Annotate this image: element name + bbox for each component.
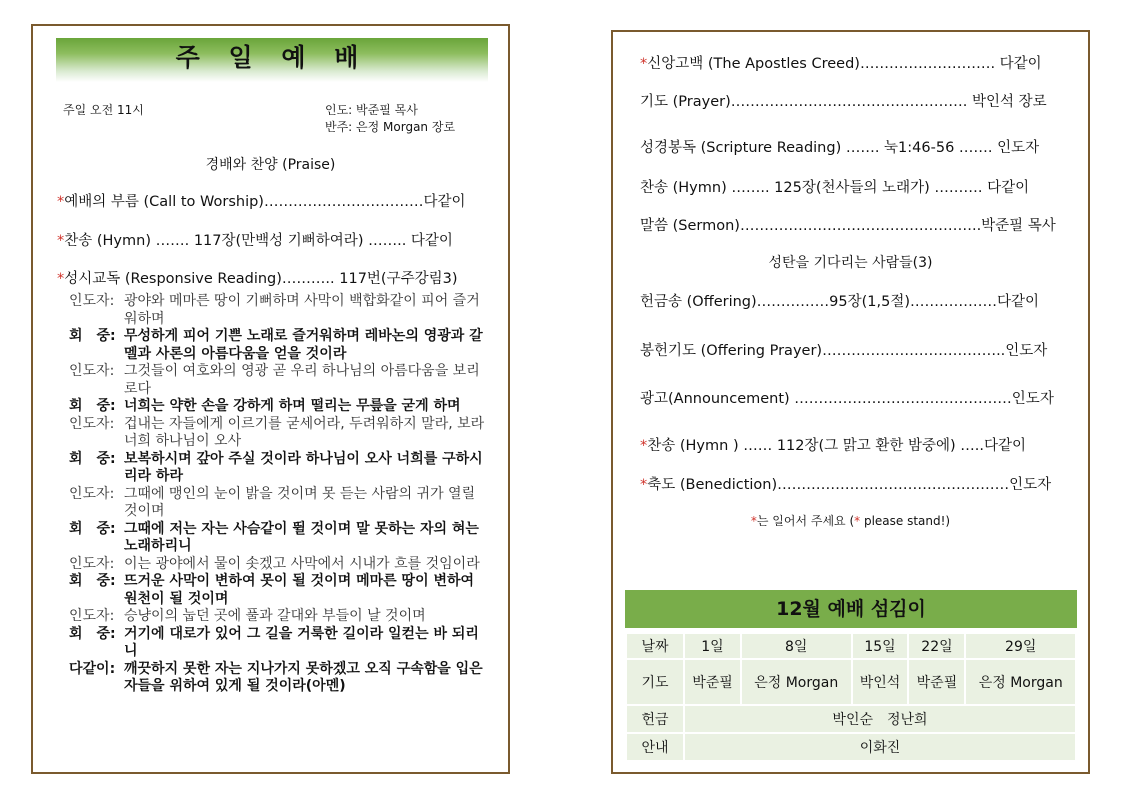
stand-star: * bbox=[57, 233, 65, 249]
reading-line: 인도자: 이는 광야에서 물이 솟겠고 사막에서 시내가 흐를 것임이라 bbox=[69, 555, 480, 572]
table-cell: 29일 bbox=[966, 634, 1075, 658]
offering-prayer-item: 봉헌기도 (Offering Prayer)………………………………..인도자 bbox=[640, 343, 1048, 359]
stand-star: * bbox=[57, 194, 65, 210]
reading-line: 다같이: 깨끗하지 못한 자는 지나가지 못하겠고 오직 구속함을 입은 자들을 위하여 있게 될 것이라(아멘) bbox=[69, 660, 483, 694]
apostles-creed: *신앙고백 (The Apostles Creed)………………………. 다같이 bbox=[640, 56, 1042, 72]
reading-line: 인도자: 겁내는 자들에게 이르기를 굳세어라, 두려워하지 말라, 보라 너희 하나님이 오사 bbox=[69, 415, 485, 449]
title-banner bbox=[56, 38, 488, 82]
table-row bbox=[627, 706, 1075, 732]
stand-star: * bbox=[57, 271, 65, 287]
stand-star: * bbox=[640, 438, 648, 454]
scripture-item: 성경봉독 (Scripture Reading) ……. 눅1:46-56 ……. 인도자 bbox=[640, 140, 1040, 156]
responsive-reading: *성시교독 (Responsive Reading)……….. 117번(구주강림3) bbox=[57, 271, 458, 287]
reading-line: 회 중: 거기에 대로가 있어 그 길을 거룩한 길이라 일컫는 바 되리니 bbox=[69, 625, 479, 659]
table-cell: 22일 bbox=[909, 634, 964, 658]
reading-line: 회 중: 보복하시며 갚아 주실 것이라 하나님이 오사 너희를 구하시리라 하라 bbox=[69, 450, 483, 484]
page-title: 주 일 예 배 bbox=[175, 43, 369, 72]
stand-star: * bbox=[640, 56, 648, 72]
reading-line: 인도자: 광야와 메마른 땅이 기뻐하며 사막이 백합화같이 피어 즐거워하며 bbox=[69, 293, 480, 327]
sermon-item: 말씀 (Sermon)…………………………………………..박준필 목사 bbox=[640, 218, 1056, 234]
reading-line: 회 중: 무성하게 피어 기쁜 노래로 즐거워하며 레바논의 영광과 갈멜과 사론의 아름다움을 얻을 것이라 bbox=[69, 328, 483, 362]
service-time: 주일 오전 11시 bbox=[63, 103, 144, 117]
call-to-worship: *예배의 부름 (Call to Worship)……………………………다같이 bbox=[57, 194, 466, 210]
table-cell: 은정 Morgan bbox=[742, 660, 851, 704]
benediction-item: *축도 (Benediction)…………………………………………인도자 bbox=[640, 477, 1052, 493]
announcement-item: 광고(Announcement) ………………………………………인도자 bbox=[640, 391, 1054, 407]
table-row bbox=[627, 634, 1075, 658]
table-cell: 헌금 bbox=[627, 706, 683, 732]
service-leader: 인도: 박준필 목사 bbox=[325, 103, 418, 117]
table-row bbox=[627, 734, 1075, 760]
duty-table-title: 12월 예배 섬김이 bbox=[625, 590, 1077, 628]
table-cell: 박준필 bbox=[685, 660, 740, 704]
table-cell: 기도 bbox=[627, 660, 683, 704]
reading-line: 인도자: 승냥이의 눕던 곳에 풀과 갈대와 부들이 날 것이며 bbox=[69, 608, 426, 624]
reading-list bbox=[69, 293, 489, 696]
reading-line: 회 중: 너희는 약한 손을 강하게 하며 떨리는 무릎을 굳게 하며 bbox=[69, 398, 461, 414]
table-cell: 날짜 bbox=[627, 634, 683, 658]
reading-line: 인도자: 그것들이 여호와의 영광 곧 우리 하나님의 아름다움을 보리로다 bbox=[69, 363, 480, 397]
table-cell: 1일 bbox=[685, 634, 740, 658]
table-cell: 박준필 bbox=[909, 660, 964, 704]
praise-heading: 경배와 찬양 (Praise) bbox=[205, 157, 336, 173]
table-cell: 15일 bbox=[853, 634, 908, 658]
table-cell: 은정 Morgan bbox=[966, 660, 1075, 704]
offering-item: 헌금송 (Offering)……………95장(1,5절)………………다같이 bbox=[640, 294, 1040, 310]
table-row bbox=[627, 660, 1075, 704]
stand-note: *는 일어서 주세요 (* please stand!) bbox=[750, 514, 951, 528]
left-panel bbox=[31, 24, 510, 774]
duty-table bbox=[625, 632, 1077, 762]
table-cell: 박인석 bbox=[853, 660, 908, 704]
hymn-112: *찬송 (Hymn ) …… 112장(그 맑고 환한 밤중에) …..다같이 bbox=[640, 438, 1027, 454]
table-cell: 이화진 bbox=[685, 734, 1075, 760]
table-cell: 박인순 정난희 bbox=[685, 706, 1075, 732]
reading-line: 회 중: 그때에 저는 자는 사슴같이 뛸 것이며 말 못하는 자의 혀는 노래하리니 bbox=[69, 520, 479, 554]
reading-line: 회 중: 뜨거운 사막이 변하여 못이 될 것이며 메마른 땅이 변하여 원천이 될 것이며 bbox=[69, 573, 475, 607]
sermon-title: 성탄을 기다리는 사람들(3) bbox=[768, 255, 933, 271]
hymn-125: 찬송 (Hymn) …….. 125장(천사들의 노래가) ………. 다같이 bbox=[640, 180, 1030, 196]
reading-line: 인도자: 그때에 맹인의 눈이 밝을 것이며 못 듣는 사람의 귀가 열릴 것이며 bbox=[69, 485, 476, 519]
service-accompanist: 반주: 은정 Morgan 장로 bbox=[325, 120, 456, 134]
table-cell: 8일 bbox=[742, 634, 851, 658]
table-cell: 안내 bbox=[627, 734, 683, 760]
right-panel bbox=[611, 30, 1090, 774]
hymn-117: *찬송 (Hymn) ……. 117장(만백성 기뻐하여라) …….. 다같이 bbox=[57, 233, 453, 249]
stand-star: * bbox=[640, 477, 648, 493]
prayer-item: 기도 (Prayer)…………………………………………. 박인석 장로 bbox=[640, 94, 1047, 110]
